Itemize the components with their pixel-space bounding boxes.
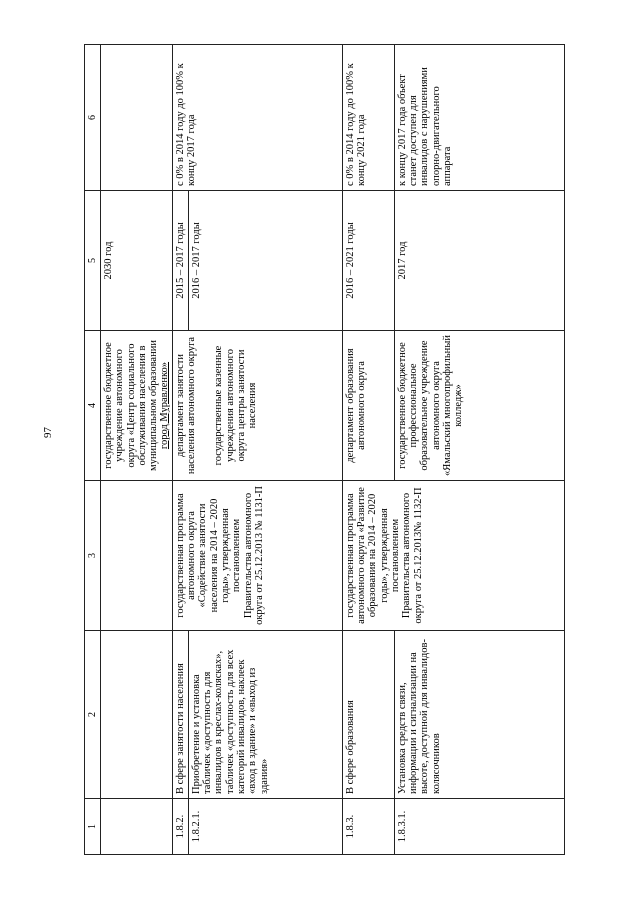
program-cell (101, 481, 173, 631)
executor-department: департамент занятости населения автономного округа (174, 336, 198, 475)
table-header-row (85, 45, 101, 855)
result-cell (101, 45, 173, 191)
column-header: 6 (85, 45, 101, 191)
row-number-cell: 1.8.2.1. (188, 799, 342, 855)
result-cell: с 0% в 2014 году до 100% к концу 2017 года (172, 45, 342, 191)
program-cell (342, 481, 564, 631)
deadline-cell: 2016 – 2021 годы (342, 191, 394, 331)
program-details: образования на 2014 – 2020 годы», утвержденная постановлением Правительства автономного округа от 25.12.2013№ 1132-П (367, 487, 424, 624)
executor-cell: департамент образования автономного округа (342, 331, 394, 481)
result-cell: к концу 2017 года объект станет доступен для инвалидов с нарушениями опорно-двигательного аппарата (394, 45, 564, 191)
executor-cell: государственное бюджетное профессиональное образовательное учреждение автономного округа «Ямальский многопрофильный колледж» (394, 331, 564, 481)
column-header: 1 (85, 799, 101, 855)
result-cell: с 0% в 2014 году до 100% к концу 2021 года (342, 45, 394, 191)
executor-cell (101, 331, 173, 481)
column-header: 4 (85, 331, 101, 481)
measure-cell: Приобретение и установка табличек «доступность для инвалидов в креслах-колясках», табличек «доступность для всех категорий инвалидов, наклеек «вход в здание» и «выход из здания» (188, 631, 342, 799)
deadline-cell (172, 191, 342, 331)
row-number-cell: 1.8.2. (172, 799, 188, 855)
executor-text: государственное бюджетное учреждение автономного округа «Центр социального обслуживания населения в муниципальном образовании (103, 340, 160, 471)
program-title: государственная программа автономного округа «Развитие (344, 487, 368, 624)
measure-cell: В сфере образования (342, 631, 394, 799)
deadline-cell: 2017 год (394, 191, 564, 331)
column-header: 3 (85, 481, 101, 631)
table-container (84, 45, 558, 855)
deadline-period: 2016 – 2017 годы (190, 222, 202, 299)
measures-table (84, 44, 565, 855)
executor-text-underlined: город Муравленко» (159, 361, 171, 450)
row-number-cell (101, 799, 173, 855)
column-header: 5 (85, 191, 101, 331)
row-number-cell: 1.8.3.1. (394, 799, 564, 855)
table-row (342, 45, 394, 855)
executor-institutions: государственные казенные учреждения автономного округа центры занятости населения (213, 345, 259, 466)
table-row (101, 45, 173, 855)
measure-cell: Установка средств связи, информации и сигнализации на высоте, доступной для инвалидов-колясочников (394, 631, 564, 799)
deadline-period: 2015 – 2017 годы (173, 191, 189, 330)
column-header: 2 (85, 631, 101, 799)
program-details: автономного округа «Содействие занятости населения на 2014 – 2020 годы», утвержденная постановлением Правительства автономного округа от 25.12.2013 № 1131-П (186, 486, 265, 625)
deadline-cell: 2030 год (101, 191, 173, 331)
row-number-cell: 1.8.3. (342, 799, 394, 855)
page-number: 97 (42, 427, 54, 438)
measure-cell: В сфере занятости населения (172, 631, 188, 799)
program-cell (172, 481, 342, 631)
table-row (172, 45, 188, 855)
executor-cell (172, 331, 342, 481)
measure-cell (101, 631, 173, 799)
table-row (394, 45, 564, 855)
program-title: государственная программа (174, 493, 186, 618)
